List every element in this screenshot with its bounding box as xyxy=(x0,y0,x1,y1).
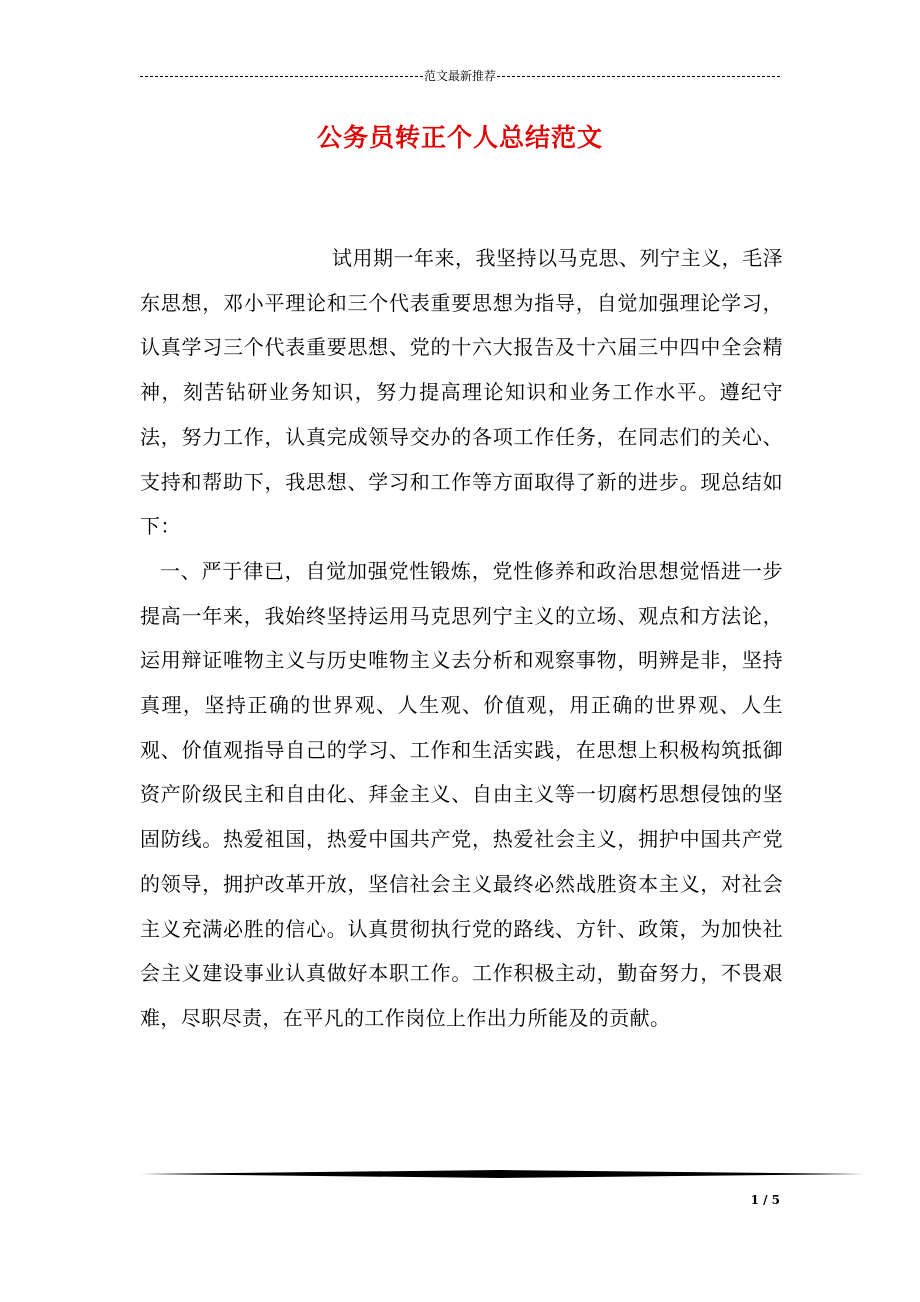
page-header xyxy=(140,66,780,86)
document-title: 公务员转正个人总结范文 xyxy=(316,123,603,152)
header-dash-right xyxy=(497,76,780,77)
paragraph-intro: 试用期一年来，我坚持以马克思、列宁主义，毛泽东思想，邓小平理论和三个代表重要思想为指导，自觉加强理论学习，认真学习三个代表重要思想、党的十六大报告及十六届三中四中全会精神，刻苦钻研业务知识，努力提高理论知识和业务工作水平。遵纪守法，努力工作，认真完成领导交办的各项工作任务，在同志们的关心、支持和帮助下，我思想、学习和工作等方面取得了新的进步。现总结如下： xyxy=(140,246,783,539)
header-dash-left xyxy=(140,76,423,77)
document-body xyxy=(140,236,783,1041)
paragraph-section-one: 一、严于律已，自觉加强党性锻炼，党性修养和政治思想觉悟进一步提高一年来，我始终坚持运用马克思列宁主义的立场、观点和方法论，运用辩证唯物主义与历史唯物主义去分析和观察事物，明辨是非，坚持真理，坚持正确的世界观、人生观、价值观，用正确的世界观、人生观、价值观指导自己的学习、工作和生活实践，在思想上积极构筑抵御资产阶级民主和自由化、拜金主义、自由主义等一切腐朽思想侵蚀的坚固防线。热爱祖国，热爱中国共产党，热爱社会主义，拥护中国共产党的领导，拥护改革开放，坚信社会主义最终必然战胜资本主义，对社会主义充满必胜的信心。认真贯彻执行党的路线、方针、政策，为加快社会主义建设事业认真做好本职工作。工作积极主动，勤奋努力，不畏艰难，尽职尽责，在平凡的工作岗位上作出力所能及的贡献。 xyxy=(140,558,783,1030)
footer-rule xyxy=(140,1170,864,1178)
header-label: 范文最新推荐 xyxy=(424,69,497,83)
page-number: 1 / 5 xyxy=(750,1193,780,1207)
